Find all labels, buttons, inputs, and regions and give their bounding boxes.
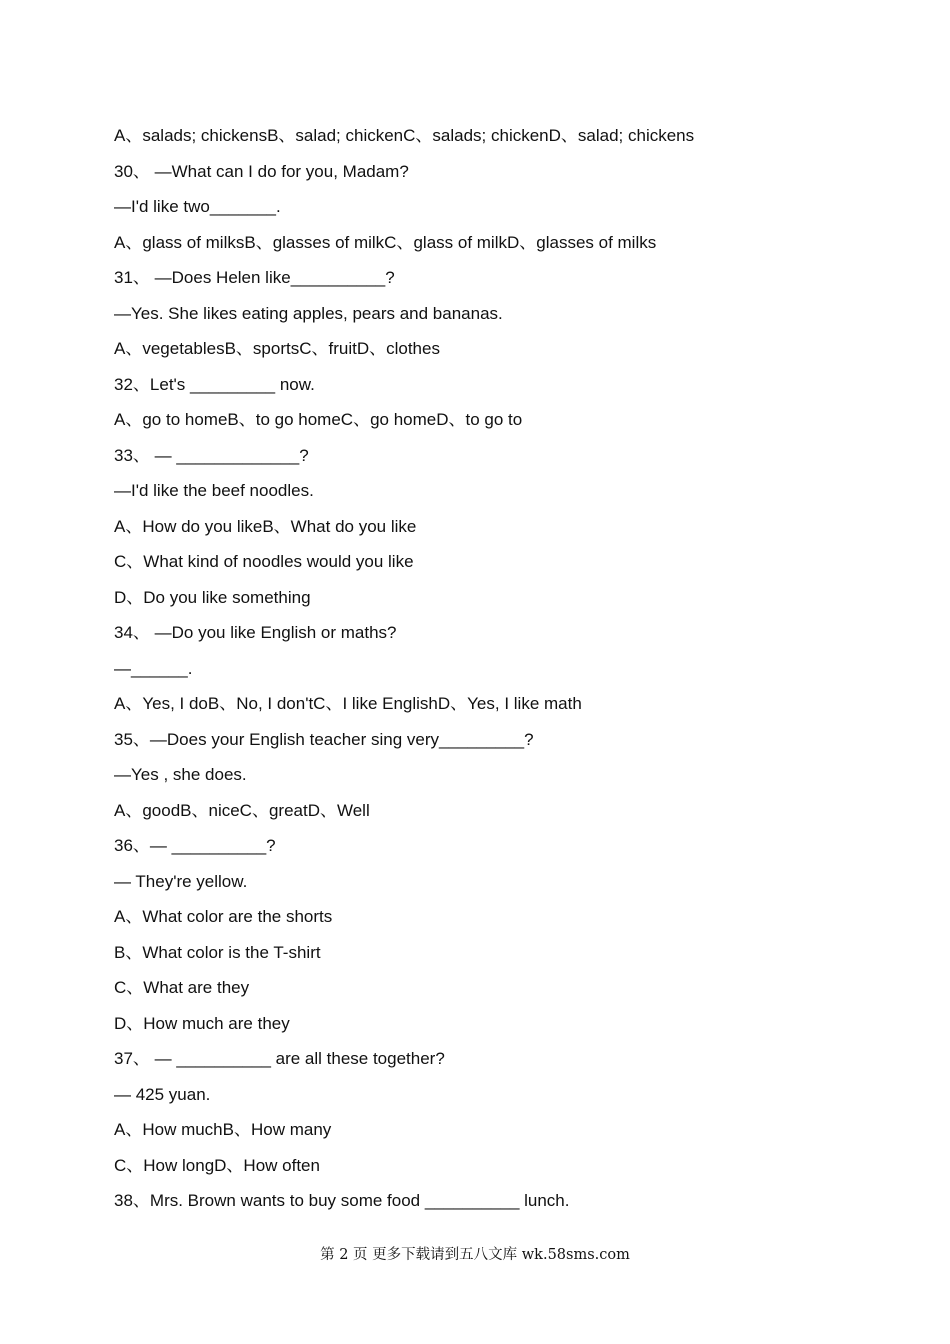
text-line: A、vegetablesB、sportsC、fruitD、clothes bbox=[114, 339, 440, 358]
text-line: A、goodB、niceC、greatD、Well bbox=[114, 800, 370, 820]
text-line: A、go to homeB、to go homeC、go homeD、to go to bbox=[114, 410, 523, 429]
text-line: D、How much are they bbox=[114, 1013, 290, 1033]
text-line: C、What kind of noodles would you like bbox=[114, 552, 414, 571]
text-line: 30、 —What can I do for you, Madam? bbox=[114, 161, 409, 181]
page-footer: 第 2 页 更多下载请到五八文库 wk.58sms.com bbox=[320, 1247, 630, 1263]
text-line: C、How longD、How often bbox=[114, 1155, 320, 1175]
text-line: — 425 yuan. bbox=[114, 1084, 211, 1104]
text-line: D、Do you like something bbox=[114, 587, 311, 607]
text-line: —I'd like two_______. bbox=[114, 197, 281, 216]
text-line: A、glass of milksB、glasses of milkC、glass of milkD、glasses of milks bbox=[114, 232, 657, 252]
text-line: 35、—Does your English teacher sing very_________? bbox=[114, 729, 534, 749]
text-line: A、What color are the shorts bbox=[114, 907, 333, 926]
text-line: —I'd like the beef noodles. bbox=[114, 481, 314, 500]
text-line: 38、Mrs. Brown wants to buy some food __________ lunch. bbox=[114, 1191, 570, 1210]
text-line: 33、 — _____________? bbox=[114, 445, 309, 465]
text-line: 36、— __________? bbox=[114, 836, 276, 855]
text-line: —Yes. She likes eating apples, pears and bananas. bbox=[114, 303, 503, 323]
text-line: —Yes , she does. bbox=[114, 765, 247, 784]
text-line: A、Yes, I doB、No, I don'tC、I like EnglishD、Yes, I like math bbox=[114, 694, 582, 713]
text-line: 31、 —Does Helen like__________? bbox=[114, 268, 395, 287]
text-line: 32、Let's _________ now. bbox=[114, 374, 315, 394]
text-line: — They're yellow. bbox=[114, 871, 248, 891]
text-line: —______. bbox=[114, 658, 193, 678]
text-line: A、salads; chickensB、salad; chickenC、salads; chickenD、salad; chickens bbox=[114, 126, 695, 145]
question-list bbox=[114, 122, 894, 1223]
text-line: C、What are they bbox=[114, 978, 250, 997]
text-line: B、What color is the T-shirt bbox=[114, 942, 321, 962]
text-line: 34、 —Do you like English or maths? bbox=[114, 623, 397, 642]
text-line: A、How do you likeB、What do you like bbox=[114, 516, 417, 536]
text-line: 37、 — __________ are all these together? bbox=[114, 1049, 445, 1068]
text-line: A、How muchB、How many bbox=[114, 1120, 332, 1139]
